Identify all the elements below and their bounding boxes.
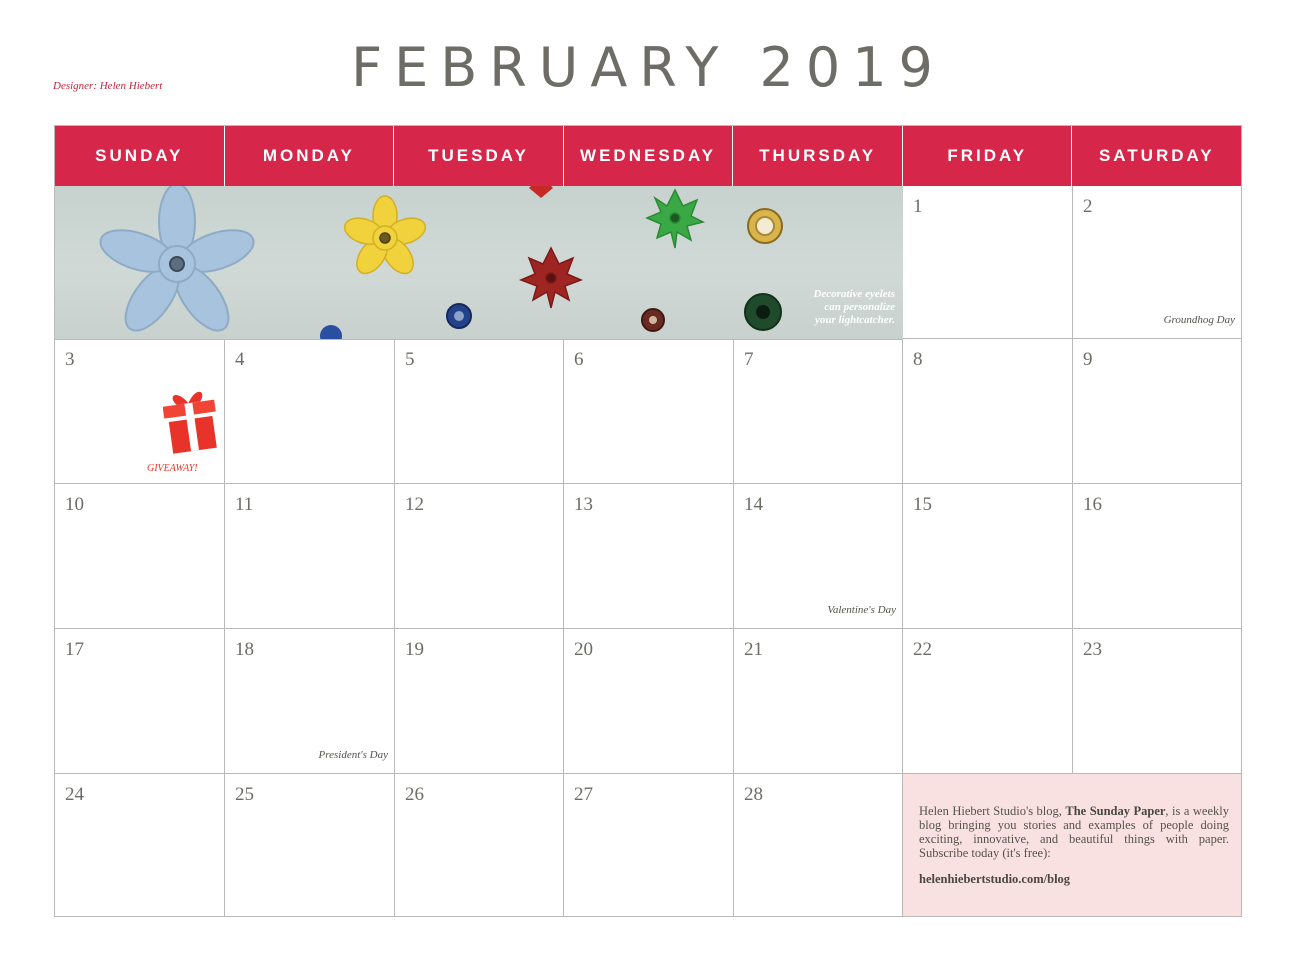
decorative-eyelets-photo [55,186,903,340]
date-number: 23 [1083,639,1102,660]
day-cell-19[interactable] [395,629,564,774]
date-number: 3 [65,349,75,370]
date-number: 1 [913,196,923,217]
date-number: 6 [574,349,584,370]
promo-intro: Helen Hiebert Studio's blog, [919,804,1066,818]
day-cell-16[interactable] [1073,484,1241,629]
event-valentines-day: Valentine's Day [827,604,896,616]
day-cell-7[interactable] [734,339,903,484]
weekday-header-row [55,126,1241,186]
date-number: 11 [235,494,254,515]
weekday-thursday: THURSDAY [733,126,903,186]
day-cell-14[interactable] [734,484,903,629]
date-number: 10 [65,494,84,515]
caption-line-2: can personalize [824,301,895,313]
day-cell-1[interactable] [903,186,1073,339]
blog-promo-box [903,774,1241,916]
day-cell-10[interactable] [55,484,225,629]
date-number: 12 [405,494,424,515]
day-cell-3[interactable] [55,339,225,484]
weekday-sunday: SUNDAY [55,126,225,186]
eyelets-illustration [55,186,903,339]
day-cell-5[interactable] [395,339,564,484]
date-number: 15 [913,494,932,515]
day-cell-27[interactable] [564,774,734,916]
day-cell-20[interactable] [564,629,734,774]
event-presidents-day: President's Day [318,749,388,761]
date-grid [55,186,1241,916]
date-number: 26 [405,784,424,805]
banner-caption [813,288,895,327]
day-cell-24[interactable] [55,774,225,916]
date-number: 19 [405,639,424,660]
day-cell-2[interactable] [1073,186,1241,339]
blog-promo-text [919,804,1229,860]
day-cell-12[interactable] [395,484,564,629]
blog-url-link[interactable]: helenhiebertstudio.com/blog [919,872,1071,886]
caption-line-1: Decorative eyelets [813,288,895,300]
date-number: 9 [1083,349,1093,370]
date-number: 24 [65,784,84,805]
calendar-grid [54,125,1242,917]
date-number: 16 [1083,494,1102,515]
date-number: 17 [65,639,84,660]
event-groundhog-day: Groundhog Day [1163,314,1235,326]
page-title: FEBRUARY 2019 [351,36,945,99]
date-number: 27 [574,784,593,805]
day-cell-4[interactable] [225,339,395,484]
giveaway-label[interactable]: GIVEAWAY! [147,463,198,474]
designer-credit: Designer: Helen Hiebert [53,80,163,92]
date-number: 2 [1083,196,1093,217]
gift-icon [163,387,219,457]
day-cell-8[interactable] [903,339,1073,484]
date-number: 25 [235,784,254,805]
day-cell-26[interactable] [395,774,564,916]
weekday-monday: MONDAY [225,126,395,186]
weekday-saturday: SATURDAY [1072,126,1241,186]
day-cell-28[interactable] [734,774,903,916]
day-cell-6[interactable] [564,339,734,484]
day-cell-22[interactable] [903,629,1073,774]
date-number: 14 [744,494,763,515]
date-number: 4 [235,349,245,370]
day-cell-13[interactable] [564,484,734,629]
weekday-tuesday: TUESDAY [394,126,564,186]
day-cell-9[interactable] [1073,339,1241,484]
date-number: 20 [574,639,593,660]
date-number: 13 [574,494,593,515]
date-number: 5 [405,349,415,370]
date-number: 28 [744,784,763,805]
date-number: 21 [744,639,763,660]
date-number: 7 [744,349,754,370]
day-cell-25[interactable] [225,774,395,916]
weekday-friday: FRIDAY [903,126,1073,186]
date-number: 8 [913,349,923,370]
date-number: 18 [235,639,254,660]
day-cell-11[interactable] [225,484,395,629]
promo-body: , is a weekly blog bringing you stories and examples of people doing exciting, innovative, and beautiful things with paper. Subscribe today (it's free): [919,804,1229,860]
caption-line-3: your lightcatcher. [814,314,895,326]
day-cell-21[interactable] [734,629,903,774]
date-number: 22 [913,639,932,660]
blog-name: The Sunday Paper [1065,804,1166,818]
day-cell-23[interactable] [1073,629,1241,774]
day-cell-15[interactable] [903,484,1073,629]
day-cell-17[interactable] [55,629,225,774]
day-cell-18[interactable] [225,629,395,774]
weekday-wednesday: WEDNESDAY [564,126,734,186]
